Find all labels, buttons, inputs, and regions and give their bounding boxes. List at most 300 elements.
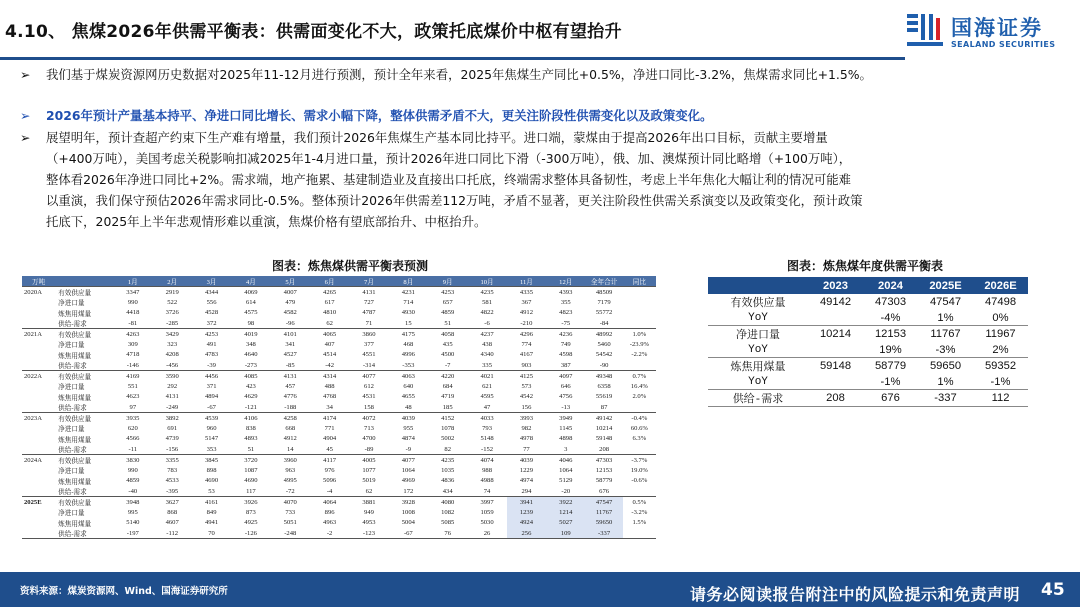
table-cell: 733 bbox=[285, 508, 296, 516]
table-cell: 620 bbox=[127, 424, 138, 432]
table-cell: 1214 bbox=[546, 507, 585, 518]
table-cell: 1087 bbox=[244, 466, 258, 474]
table-cell: 4220 bbox=[428, 371, 467, 382]
table-cell: -188 bbox=[271, 402, 310, 413]
table-cell: 98 bbox=[231, 318, 270, 329]
table-cell: 4912 bbox=[519, 309, 533, 317]
table-cell: 4175 bbox=[389, 329, 428, 340]
table-cell: 4169 bbox=[113, 371, 152, 382]
table-cell: 87 bbox=[585, 402, 622, 413]
table-row bbox=[22, 308, 656, 319]
table-cell: 4969 bbox=[401, 477, 415, 485]
table-cell: 4235 bbox=[467, 287, 506, 298]
table-cell: 4152 bbox=[428, 413, 467, 424]
table-cell: 51 bbox=[428, 318, 467, 329]
table-cell: 4996 bbox=[401, 351, 415, 359]
table-row bbox=[22, 455, 656, 466]
table-cell: 11967 bbox=[985, 328, 1016, 340]
table-cell: 4335 bbox=[507, 287, 546, 298]
year-cell: 2020A bbox=[22, 287, 55, 298]
table-cell: 4106 bbox=[231, 413, 270, 424]
table-cell bbox=[623, 318, 656, 329]
table-cell: 898 bbox=[206, 466, 217, 474]
table-cell: -75 bbox=[546, 318, 585, 329]
bullet-outlook-2026 bbox=[20, 127, 1065, 232]
table-cell: 55772 bbox=[595, 309, 613, 317]
table-cell: 4265 bbox=[310, 287, 349, 298]
slide-title: 4.10、 焦煤2026年供需平衡表：供需面变化不大，政策托底煤价中枢有望抬升 bbox=[5, 22, 622, 42]
table-cell: 4582 bbox=[283, 309, 297, 317]
table-row bbox=[22, 381, 656, 392]
table-cell: 4344 bbox=[192, 287, 231, 298]
table-row bbox=[22, 329, 656, 340]
table-row bbox=[708, 358, 1028, 375]
table-cell: 4836 bbox=[441, 477, 455, 485]
page-number: 45 bbox=[1041, 580, 1065, 600]
table-cell: 783 bbox=[167, 466, 178, 474]
table-cell: 3355 bbox=[153, 455, 192, 466]
table-header-cell: 2026E bbox=[973, 277, 1028, 294]
table-cell: 4072 bbox=[349, 413, 388, 424]
table-cell: 59148 bbox=[819, 360, 852, 372]
year-cell bbox=[22, 476, 55, 487]
row-label: 供给-需求 bbox=[55, 402, 113, 413]
table-cell: 640 bbox=[403, 382, 414, 390]
table-cell: 4131 bbox=[271, 371, 310, 382]
table-cell: 4046 bbox=[546, 455, 585, 466]
table-cell: 3881 bbox=[349, 497, 388, 508]
table-cell: 581 bbox=[482, 298, 492, 306]
table-cell: 438 bbox=[482, 340, 492, 348]
table-row bbox=[22, 287, 656, 298]
table-cell: 3830 bbox=[113, 455, 152, 466]
table-cell: 4925 bbox=[244, 519, 258, 527]
table-cell: 4533 bbox=[165, 477, 179, 485]
table-header-cell: 同比 bbox=[623, 276, 656, 287]
bullet-arrow-icon: ➢ bbox=[20, 130, 31, 145]
table-cell: 556 bbox=[206, 298, 217, 306]
row-label: 净进口量 bbox=[58, 384, 85, 392]
table-cell: 949 bbox=[364, 508, 374, 516]
table-cell: 3922 bbox=[546, 497, 585, 508]
table-cell: 4039 bbox=[389, 413, 428, 424]
table-cell: 457 bbox=[285, 382, 296, 390]
row-label: 净进口量 bbox=[736, 330, 780, 342]
table-cell: 4097 bbox=[546, 371, 585, 382]
year-cell: 2021A bbox=[22, 329, 55, 340]
table-cell: 5140 bbox=[126, 519, 140, 527]
table-cell bbox=[808, 342, 863, 358]
table-cell: -112 bbox=[153, 528, 192, 539]
table-row bbox=[708, 294, 1028, 310]
table-cell: 348 bbox=[245, 340, 256, 348]
table-cell: 4393 bbox=[546, 287, 585, 298]
table-cell: 4655 bbox=[401, 393, 415, 401]
table-cell: 4077 bbox=[349, 371, 388, 382]
table-cell: 2% bbox=[973, 342, 1028, 358]
table-cell bbox=[623, 528, 656, 539]
table-cell: 47547 bbox=[929, 296, 962, 308]
table-cell: 4101 bbox=[271, 329, 310, 340]
table-cell: -67 bbox=[389, 528, 428, 539]
table-cell: 868 bbox=[167, 508, 178, 516]
row-label: 供给-需求 bbox=[55, 444, 113, 455]
table-cell: -1% bbox=[973, 374, 1028, 390]
table-header-cell: 12月 bbox=[546, 276, 585, 287]
table-cell: 4859 bbox=[441, 309, 455, 317]
table-header-row bbox=[22, 276, 656, 287]
table-header-cell: 4月 bbox=[231, 276, 270, 287]
table-cell: 62 bbox=[349, 486, 388, 497]
table-row bbox=[22, 465, 656, 476]
table-cell: 1239 bbox=[507, 507, 546, 518]
table-cell: -121 bbox=[231, 402, 270, 413]
slide-header bbox=[0, 0, 1080, 58]
table-cell: -197 bbox=[113, 528, 152, 539]
row-label: YoY bbox=[708, 374, 808, 390]
row-label: YoY bbox=[708, 310, 808, 326]
table-cell: -39 bbox=[192, 360, 231, 371]
table-header-cell: 2024 bbox=[863, 277, 918, 294]
table-cell: 4131 bbox=[165, 393, 179, 401]
table-cell: 256 bbox=[507, 528, 546, 539]
row-label: 有效供应量 bbox=[730, 298, 786, 310]
table-cell: 3720 bbox=[231, 455, 270, 466]
table-row bbox=[22, 444, 656, 455]
table-cell: -11 bbox=[113, 444, 152, 455]
table-cell: 309 bbox=[127, 340, 138, 348]
table-cell: 4930 bbox=[401, 309, 415, 317]
table-cell: -81 bbox=[113, 318, 152, 329]
table-cell: -3% bbox=[918, 342, 973, 358]
table-cell: -456 bbox=[153, 360, 192, 371]
year-cell bbox=[22, 318, 55, 329]
table-cell: 45 bbox=[310, 444, 349, 455]
table-cell: 292 bbox=[167, 382, 178, 390]
table-cell: 58779 bbox=[595, 477, 613, 485]
company-logo bbox=[905, 10, 1075, 54]
table-row bbox=[708, 310, 1028, 326]
table-cell: -89 bbox=[349, 444, 388, 455]
table-cell: -123 bbox=[349, 528, 388, 539]
table-cell: 3935 bbox=[113, 413, 152, 424]
table-cell: 468 bbox=[403, 340, 414, 348]
table-cell: 727 bbox=[364, 298, 374, 306]
table-cell bbox=[808, 374, 863, 390]
table-cell: -6 bbox=[467, 318, 506, 329]
table-cell: 47547 bbox=[585, 497, 622, 508]
table-row bbox=[22, 318, 656, 329]
monthly-table-caption: 图表：炼焦煤供需平衡表预测 bbox=[271, 259, 428, 273]
row-label: 有效供应量 bbox=[55, 497, 113, 508]
table-cell: 3429 bbox=[153, 329, 192, 340]
table-cell: 11767 bbox=[585, 507, 622, 518]
table-cell: 59148 bbox=[595, 435, 613, 443]
table-cell: 97 bbox=[113, 402, 152, 413]
table-cell: 4629 bbox=[244, 393, 258, 401]
table-cell: 19.0% bbox=[630, 466, 648, 474]
table-cell: 7179 bbox=[597, 298, 611, 306]
table-cell: 5085 bbox=[441, 519, 455, 527]
table-cell bbox=[623, 402, 656, 413]
table-cell: 70 bbox=[192, 528, 231, 539]
table-row bbox=[22, 413, 656, 424]
table-cell: 372 bbox=[192, 318, 231, 329]
table-cell: 1.0% bbox=[623, 329, 656, 340]
table-cell: 4208 bbox=[165, 351, 179, 359]
table-cell: 355 bbox=[560, 298, 571, 306]
row-label: 净进口量 bbox=[58, 342, 85, 350]
table-cell: 26 bbox=[467, 528, 506, 539]
table-cell: 4253 bbox=[192, 329, 231, 340]
table-cell: 573 bbox=[521, 382, 532, 390]
table-cell: 4167 bbox=[519, 351, 533, 359]
bullet-summary-2026 bbox=[20, 105, 1060, 126]
table-row bbox=[22, 402, 656, 413]
table-cell: 0% bbox=[973, 310, 1028, 326]
row-label: 净进口量 bbox=[58, 510, 85, 518]
table-cell: 14 bbox=[271, 444, 310, 455]
table-cell: 4810 bbox=[323, 309, 337, 317]
table-cell: 5129 bbox=[559, 477, 573, 485]
table-cell: 4874 bbox=[401, 435, 415, 443]
table-cell: 353 bbox=[192, 444, 231, 455]
table-cell bbox=[623, 308, 656, 319]
table-cell: -285 bbox=[153, 318, 192, 329]
table-row bbox=[22, 486, 656, 497]
bullet-text: 我们基于煤炭资源网历史数据对2025年11-12月进行预测，预计全年来看，2025年焦煤生产同比+0.5%，净进口同比-3.2%，焦煤需求同比+1.5%。 bbox=[46, 67, 872, 82]
table-cell: 1229 bbox=[519, 466, 533, 474]
table-cell: 4231 bbox=[389, 287, 428, 298]
row-label: 净进口量 bbox=[58, 426, 85, 434]
table-cell: 47303 bbox=[585, 455, 622, 466]
table-cell: 112 bbox=[973, 390, 1028, 407]
table-cell: 4898 bbox=[559, 435, 573, 443]
table-cell: 4575 bbox=[244, 309, 258, 317]
year-cell bbox=[22, 350, 55, 361]
table-cell: 76 bbox=[428, 528, 467, 539]
table-cell: 335 bbox=[467, 360, 506, 371]
table-cell: 4995 bbox=[283, 477, 297, 485]
table-cell: 3928 bbox=[389, 497, 428, 508]
table-cell: 48509 bbox=[585, 287, 622, 298]
table-cell: -9 bbox=[389, 444, 428, 455]
table-cell: -3.2% bbox=[631, 508, 648, 516]
table-cell: 12153 bbox=[595, 466, 613, 474]
table-cell: 4077 bbox=[389, 455, 428, 466]
table-cell: -337 bbox=[585, 528, 622, 539]
table-cell: -146 bbox=[113, 360, 152, 371]
table-cell: 5148 bbox=[480, 435, 494, 443]
table-cell: -0.4% bbox=[623, 413, 656, 424]
table-cell: 4739 bbox=[165, 435, 179, 443]
table-cell: 2.0% bbox=[632, 393, 647, 401]
table-cell: 77 bbox=[507, 444, 546, 455]
table-cell: 903 bbox=[507, 360, 546, 371]
row-label: 净进口量 bbox=[58, 468, 85, 476]
table-cell: 4069 bbox=[231, 287, 270, 298]
table-cell: 771 bbox=[324, 424, 335, 432]
table-cell: 208 bbox=[808, 390, 863, 407]
table-cell: 4007 bbox=[271, 287, 310, 298]
table-cell: 47 bbox=[467, 402, 506, 413]
table-cell bbox=[623, 360, 656, 371]
table-cell: 341 bbox=[285, 340, 296, 348]
table-cell: 4063 bbox=[389, 371, 428, 382]
row-label: 炼焦用煤量 bbox=[58, 394, 92, 402]
table-cell: -4 bbox=[310, 486, 349, 497]
table-cell: 4893 bbox=[244, 435, 258, 443]
table-cell: 4719 bbox=[441, 393, 455, 401]
table-cell: 2919 bbox=[153, 287, 192, 298]
table-row bbox=[22, 360, 656, 371]
table-cell: 4978 bbox=[519, 435, 533, 443]
source-note: 资料来源：煤炭资源网、Wind、国海证券研究所 bbox=[20, 586, 228, 597]
table-cell: 1059 bbox=[480, 508, 494, 516]
table-cell: 4607 bbox=[165, 519, 179, 527]
table-cell: 49142 bbox=[819, 296, 852, 308]
table-cell: 5019 bbox=[362, 477, 376, 485]
table-cell: 4514 bbox=[323, 351, 337, 359]
table-header-cell: 7月 bbox=[349, 276, 388, 287]
table-row bbox=[22, 518, 656, 529]
table-cell: 4527 bbox=[283, 351, 297, 359]
year-cell bbox=[22, 465, 55, 476]
table-cell: 4894 bbox=[204, 393, 219, 401]
table-row bbox=[708, 390, 1028, 407]
table-cell: 156 bbox=[507, 402, 546, 413]
table-cell: 4528 bbox=[204, 309, 219, 317]
table-cell: 4236 bbox=[546, 329, 585, 340]
year-cell bbox=[22, 308, 55, 319]
year-cell bbox=[22, 402, 55, 413]
table-cell: 172 bbox=[389, 486, 428, 497]
year-cell bbox=[22, 381, 55, 392]
table-cell: 1.5% bbox=[632, 519, 647, 527]
table-cell: 4117 bbox=[310, 455, 349, 466]
table-cell: 873 bbox=[245, 508, 256, 516]
table-cell: 5460 bbox=[597, 340, 611, 348]
table-cell: -314 bbox=[349, 360, 388, 371]
table-cell bbox=[623, 486, 656, 497]
table-cell: -353 bbox=[389, 360, 428, 371]
row-label: 供给-需求 bbox=[55, 528, 113, 539]
table-cell: 4125 bbox=[507, 371, 546, 382]
table-row bbox=[22, 476, 656, 487]
table-cell: 60.6% bbox=[630, 424, 648, 432]
table-row bbox=[22, 497, 656, 508]
table-cell: 4019 bbox=[231, 329, 270, 340]
table-cell: 621 bbox=[482, 382, 492, 390]
table-cell: 4756 bbox=[559, 393, 573, 401]
table-header-cell: 2月 bbox=[153, 276, 192, 287]
table-cell: 4598 bbox=[559, 351, 573, 359]
table-cell: 58779 bbox=[874, 360, 907, 372]
year-cell bbox=[22, 444, 55, 455]
table-cell: 4418 bbox=[126, 309, 140, 317]
bullet-arrow-icon: ➢ bbox=[20, 108, 31, 123]
year-cell bbox=[22, 518, 55, 529]
table-cell: 4258 bbox=[271, 413, 310, 424]
table-cell: 434 bbox=[428, 486, 467, 497]
title-underline bbox=[0, 57, 905, 60]
annual-table-caption: 图表：炼焦煤年度供需平衡表 bbox=[786, 259, 943, 273]
table-cell: -42 bbox=[310, 360, 349, 371]
table-cell: 423 bbox=[245, 382, 256, 390]
year-cell bbox=[22, 297, 55, 308]
table-cell: 3997 bbox=[467, 497, 506, 508]
table-cell: -84 bbox=[585, 318, 622, 329]
table-cell: 11767 bbox=[930, 328, 961, 340]
table-cell: 4566 bbox=[126, 435, 140, 443]
table-cell: 3926 bbox=[231, 497, 270, 508]
table-cell: 5027 bbox=[546, 518, 585, 529]
table-cell: 988 bbox=[482, 466, 492, 474]
year-cell: 2023A bbox=[22, 413, 55, 424]
table-cell: 4640 bbox=[244, 351, 258, 359]
year-cell bbox=[22, 392, 55, 403]
row-label: YoY bbox=[708, 342, 808, 358]
table-cell: -4% bbox=[863, 310, 918, 326]
logo-english-name: SEALAND SECURITIES bbox=[951, 40, 1056, 49]
table-cell: 4690 bbox=[244, 477, 258, 485]
table-header-cell: 5月 bbox=[271, 276, 310, 287]
table-cell: 59650 bbox=[585, 518, 622, 529]
table-cell: 59650 bbox=[929, 360, 962, 372]
table-header-cell bbox=[708, 277, 808, 294]
row-label: 炼焦用煤量 bbox=[58, 478, 92, 486]
table-cell: -248 bbox=[271, 528, 310, 539]
table-cell: 4070 bbox=[271, 497, 310, 508]
table-cell: 3590 bbox=[153, 371, 192, 382]
table-cell: 54542 bbox=[595, 351, 613, 359]
table-cell: 3892 bbox=[153, 413, 192, 424]
table-row bbox=[22, 350, 656, 361]
table-cell: 435 bbox=[442, 340, 453, 348]
table-cell: 387 bbox=[546, 360, 585, 371]
bullet-line: 以重演，我们保守预估2026年需求同比-0.5%。整体预计2026年供需差112万吨，矛盾不显著，更关注阶段性供需关系演变以及政策变化，预计政策 bbox=[46, 193, 863, 208]
table-cell: 55619 bbox=[595, 393, 613, 401]
table-cell: -249 bbox=[153, 402, 192, 413]
table-cell: -13 bbox=[546, 402, 585, 413]
table-cell: 793 bbox=[482, 424, 492, 432]
table-cell: 4237 bbox=[467, 329, 506, 340]
bullet-forecast-2025 bbox=[20, 64, 1060, 85]
table-cell: 4340 bbox=[480, 351, 494, 359]
table-cell: 3948 bbox=[113, 497, 152, 508]
table-cell: 407 bbox=[324, 340, 335, 348]
table-cell: 185 bbox=[428, 402, 467, 413]
table-row bbox=[22, 507, 656, 518]
table-header-cell: 9月 bbox=[428, 276, 467, 287]
table-cell: -20 bbox=[546, 486, 585, 497]
table-header-cell: 万吨 bbox=[22, 276, 55, 287]
table-header-cell: 8月 bbox=[389, 276, 428, 287]
table-cell: 657 bbox=[442, 298, 453, 306]
table-cell: 4718 bbox=[126, 351, 140, 359]
table-cell: 714 bbox=[403, 298, 414, 306]
table-cell: 617 bbox=[324, 298, 335, 306]
table-row bbox=[708, 342, 1028, 358]
table-cell: 3993 bbox=[507, 413, 546, 424]
table-cell: 62 bbox=[310, 318, 349, 329]
row-label: 炼焦用煤量 bbox=[58, 352, 92, 360]
table-cell: 646 bbox=[560, 382, 571, 390]
table-cell: 849 bbox=[206, 508, 217, 516]
table-row bbox=[22, 528, 656, 539]
table-cell: 491 bbox=[206, 340, 217, 348]
table-cell: -40 bbox=[113, 486, 152, 497]
